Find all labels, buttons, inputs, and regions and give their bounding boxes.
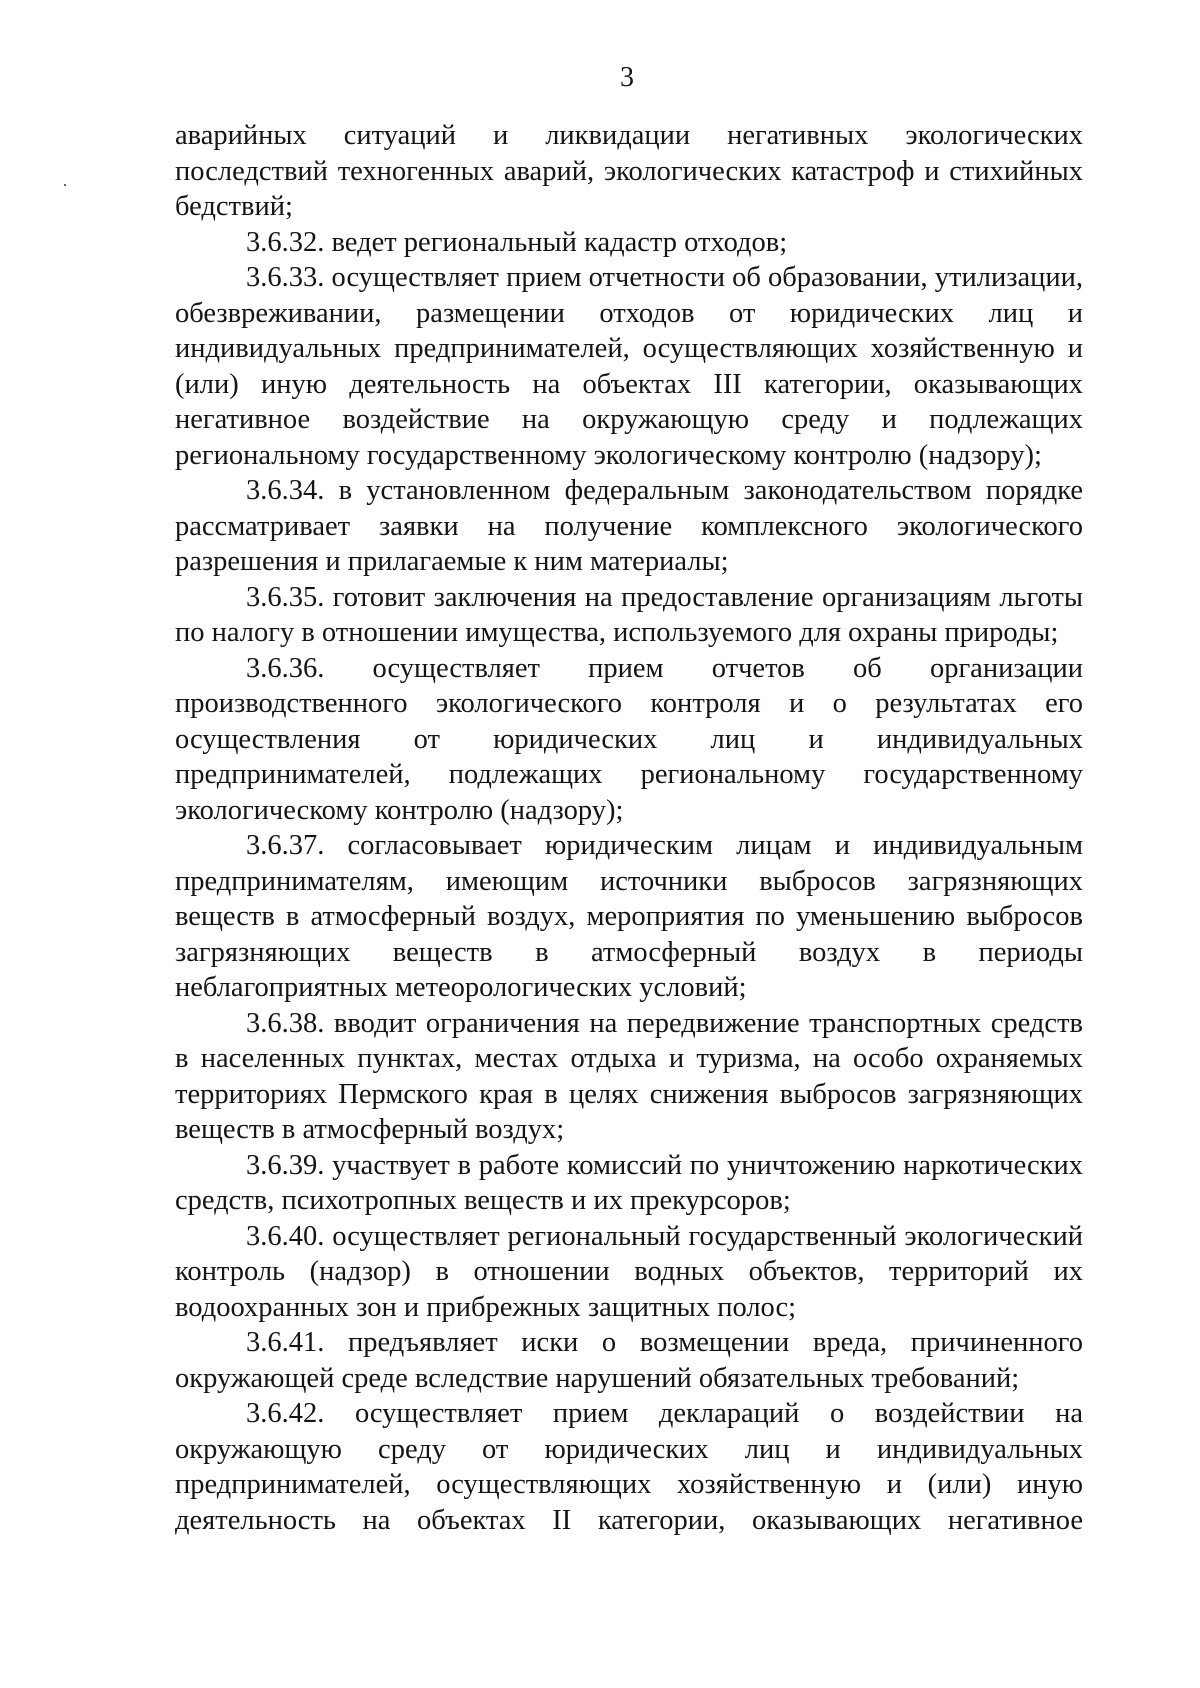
paragraph-3-6-38: 3.6.38. вводит ограничения на передвижение транспортных средств в населенных пунктах, местах отдыха и туризма, на особо охраняемых территориях Пермского края в целях снижения выбросов загрязняющих веществ в атмосферный воздух; xyxy=(175,1007,1083,1145)
paragraph-3-6-33: 3.6.33. осуществляет прием отчетности об образовании, утилизации, обезвреживании, размещении отходов от юридических лиц и индивидуальных предпринимателей, осуществляющих хозяйственную и (или) иную деятельность на объектах III категории, оказывающих негативное воздействие на окружающую среду и подлежащих региональному государственному экологическому контролю (надзору); xyxy=(175,262,1083,471)
scan-speck xyxy=(64,184,66,186)
paragraph-3-6-32: 3.6.32. ведет региональный кадастр отходов; xyxy=(246,226,788,258)
page-number: 3 xyxy=(620,62,634,93)
paragraph-3-6-41: 3.6.41. предъявляет иски о возмещении вреда, причиненного окружающей среде вследствие нарушений обязательных требований; xyxy=(175,1327,1083,1394)
paragraph-3-6-35: 3.6.35. готовит заключения на предоставление организациям льготы по налогу в отношении имущества, используемого для охраны природы; xyxy=(175,581,1083,648)
document-body xyxy=(175,118,1083,1538)
paragraph-3-6-39: 3.6.39. участвует в работе комиссий по уничтожению наркотических средств, психотропных веществ и их прекурсоров; xyxy=(175,1149,1083,1216)
paragraph-3-6-36: 3.6.36. осуществляет прием отчетов об организации производственного экологического контроля и о результатах его осуществления от юридических лиц и индивидуальных предпринимателей, подлежащих региональному государственному экологическому контролю (надзору); xyxy=(175,652,1083,826)
paragraph-3-6-42: 3.6.42. осуществляет прием деклараций о воздействии на окружающую среду от юридических лиц и индивидуальных предпринимателей, осуществляющих хозяйственную и (или) иную деятельность на объектах II категории, оказывающих негативное xyxy=(175,1398,1083,1536)
paragraph-3-6-40: 3.6.40. осуществляет региональный государственный экологический контроль (надзор) в отношении водных объектов, территорий их водоохранных зон и прибрежных защитных полос; xyxy=(175,1220,1083,1323)
paragraph-continuation: аварийных ситуаций и ликвидации негативных экологических последствий техногенных аварий, экологических катастроф и стихийных бедствий; xyxy=(175,120,1083,222)
paragraph-3-6-37: 3.6.37. согласовывает юридическим лицам и индивидуальным предпринимателям, имеющим источники выбросов загрязняющих веществ в атмосферный воздух, мероприятия по уменьшению выбросов загрязняющих веществ в атмосферный воздух в периоды неблагоприятных метеорологических условий; xyxy=(175,830,1083,1003)
paragraph-3-6-34: 3.6.34. в установленном федеральным законодательством порядке рассматривает заявки на получение комплексного экологического разрешения и прилагаемые к ним материалы; xyxy=(175,475,1083,577)
